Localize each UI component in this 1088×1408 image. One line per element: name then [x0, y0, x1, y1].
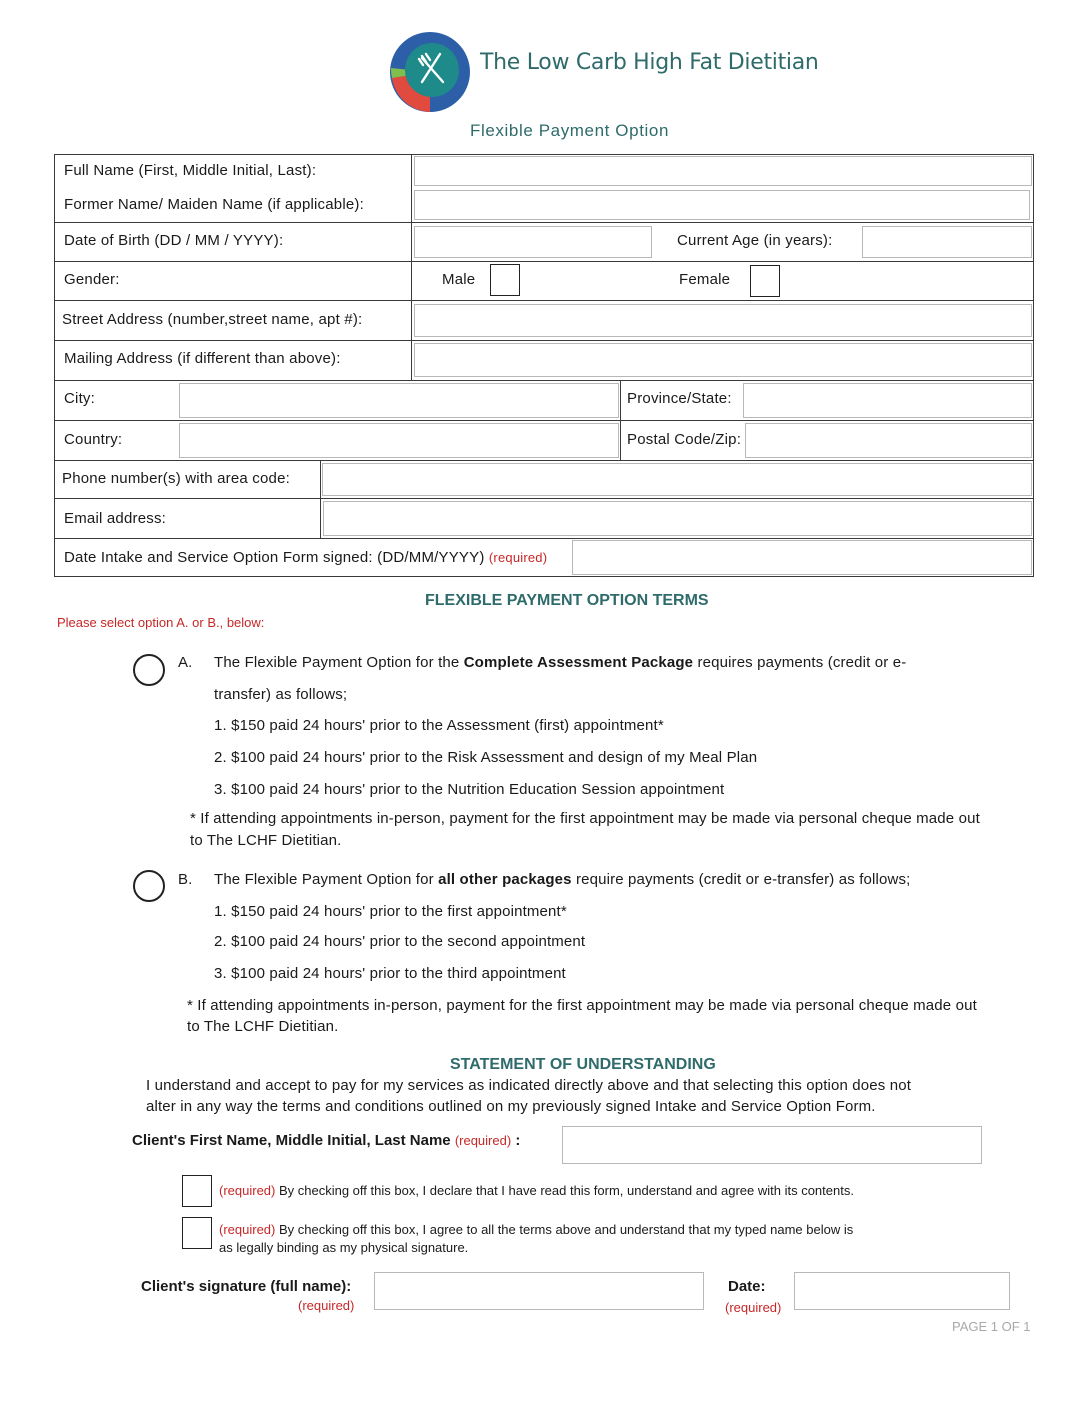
- option-b-item-1: 1. $150 paid 24 hours' prior to the first appointment*: [214, 903, 567, 920]
- option-b-item-3: 3. $100 paid 24 hours' prior to the third appointment: [214, 965, 566, 982]
- option-b-note-2: to The LCHF Dietitian.: [187, 1018, 339, 1035]
- option-b-item-2: 2. $100 paid 24 hours' prior to the second appointment: [214, 933, 586, 950]
- option-b-letter: B.: [178, 871, 193, 888]
- postal-code-input[interactable]: [745, 423, 1032, 458]
- option-a-note-2: to The LCHF Dietitian.: [190, 832, 342, 849]
- option-b-package-name: all other packages: [438, 871, 572, 888]
- client-name-label: [132, 1132, 520, 1149]
- statement-heading: STATEMENT OF UNDERSTANDING: [450, 1056, 716, 1073]
- date-signed-label: [64, 549, 547, 566]
- date-signed-input[interactable]: [572, 540, 1032, 575]
- option-b-line1-pre: The Flexible Payment Option for: [214, 871, 439, 888]
- option-a-line2: transfer) as follows;: [214, 686, 348, 703]
- country-label: Country:: [64, 431, 123, 448]
- female-label: Female: [679, 271, 731, 288]
- legal-binding-checkbox[interactable]: [182, 1217, 212, 1249]
- client-name-colon: :: [515, 1132, 521, 1149]
- client-name-text: Client's First Name, Middle Initial, Last Name: [132, 1132, 451, 1149]
- legal-binding-text: [219, 1222, 853, 1237]
- statement-line-1: I understand and accept to pay for my services as indicated directly above and that selecting this option does not: [146, 1077, 912, 1094]
- option-b-line1: [214, 871, 910, 888]
- brand-name: The Low Carb High Fat Dietitian: [480, 50, 819, 75]
- read-agree-checkbox[interactable]: [182, 1175, 212, 1207]
- former-name-label: Former Name/ Maiden Name (if applicable):: [64, 196, 364, 213]
- current-age-input[interactable]: [862, 226, 1032, 258]
- city-label: City:: [64, 390, 95, 407]
- gender-label: Gender:: [64, 271, 120, 288]
- option-a-radio[interactable]: [133, 654, 165, 686]
- brand-logo: [388, 30, 472, 114]
- option-b-note-1: * If attending appointments in-person, payment for the first appointment may be made via personal cheque made out: [187, 997, 977, 1014]
- required-marker: (required): [219, 1183, 276, 1198]
- terms-heading: FLEXIBLE PAYMENT OPTION TERMS: [425, 592, 709, 609]
- full-name-input[interactable]: [414, 156, 1032, 186]
- signature-required: (required): [298, 1298, 355, 1313]
- mailing-address-input[interactable]: [414, 343, 1032, 377]
- fork-knife-icon: [388, 30, 472, 114]
- date-label: Date:: [728, 1278, 766, 1295]
- street-address-label: Street Address (number,street name, apt #):: [62, 311, 363, 328]
- select-option-instruction: Please select option A. or B., below:: [57, 615, 265, 630]
- option-a-item-1: 1. $150 paid 24 hours' prior to the Assessment (first) appointment*: [214, 717, 664, 734]
- required-marker: (required): [454, 1133, 512, 1148]
- full-name-label: Full Name (First, Middle Initial, Last):: [64, 162, 317, 179]
- read-agree-text: [219, 1183, 854, 1198]
- legal-binding-statement: By checking off this box, I agree to all the terms above and understand that my typed name below is: [278, 1222, 854, 1237]
- female-checkbox[interactable]: [750, 265, 780, 297]
- legal-binding-text-2: as legally binding as my physical signature.: [219, 1240, 469, 1255]
- male-label: Male: [442, 271, 476, 288]
- email-input[interactable]: [323, 501, 1032, 536]
- statement-line-2: alter in any way the terms and conditions outlined on my previously signed Intake and Service Option Form.: [146, 1098, 876, 1115]
- option-a-item-3: 3. $100 paid 24 hours' prior to the Nutrition Education Session appointment: [214, 781, 725, 798]
- current-age-label: Current Age (in years):: [677, 232, 833, 249]
- option-a-line1-pre: The Flexible Payment Option for the: [214, 654, 464, 671]
- dob-label: Date of Birth (DD / MM / YYYY):: [64, 232, 284, 249]
- phone-input[interactable]: [322, 463, 1032, 496]
- province-label: Province/State:: [627, 390, 732, 407]
- option-a-package-name: Complete Assessment Package: [463, 654, 694, 671]
- mailing-address-label: Mailing Address (if different than above):: [64, 350, 341, 367]
- signature-input[interactable]: [374, 1272, 704, 1310]
- required-marker: (required): [488, 550, 548, 565]
- country-input[interactable]: [179, 423, 619, 458]
- former-name-input[interactable]: [414, 190, 1030, 220]
- option-a-note-1: * If attending appointments in-person, payment for the first appointment may be made via personal cheque made out: [190, 810, 980, 827]
- option-a-line1: [214, 654, 906, 671]
- date-required: (required): [725, 1300, 782, 1315]
- option-a-line1-post: requires payments (credit or e-: [693, 654, 907, 671]
- dob-input[interactable]: [414, 226, 652, 258]
- page-number: PAGE 1 OF 1: [952, 1319, 1031, 1334]
- email-label: Email address:: [64, 510, 167, 527]
- option-b-radio[interactable]: [133, 870, 165, 902]
- form-title: Flexible Payment Option: [470, 121, 669, 140]
- date-input[interactable]: [794, 1272, 1010, 1310]
- street-address-input[interactable]: [414, 304, 1032, 337]
- required-marker: (required): [219, 1222, 276, 1237]
- signature-label: Client's signature (full name):: [141, 1278, 352, 1295]
- option-b-line1-post: require payments (credit or e-transfer) as follows;: [571, 871, 911, 888]
- postal-code-label: Postal Code/Zip:: [627, 431, 742, 448]
- male-checkbox[interactable]: [490, 264, 520, 296]
- date-signed-text: Date Intake and Service Option Form signed: (DD/MM/YYYY): [64, 549, 485, 566]
- phone-label: Phone number(s) with area code:: [62, 470, 290, 487]
- option-a-item-2: 2. $100 paid 24 hours' prior to the Risk Assessment and design of my Meal Plan: [214, 749, 758, 766]
- option-a-letter: A.: [178, 654, 193, 671]
- client-name-input[interactable]: [562, 1126, 982, 1164]
- read-agree-statement: By checking off this box, I declare that I have read this form, understand and agree with its contents.: [278, 1183, 854, 1198]
- province-input[interactable]: [743, 383, 1032, 418]
- city-input[interactable]: [179, 383, 619, 418]
